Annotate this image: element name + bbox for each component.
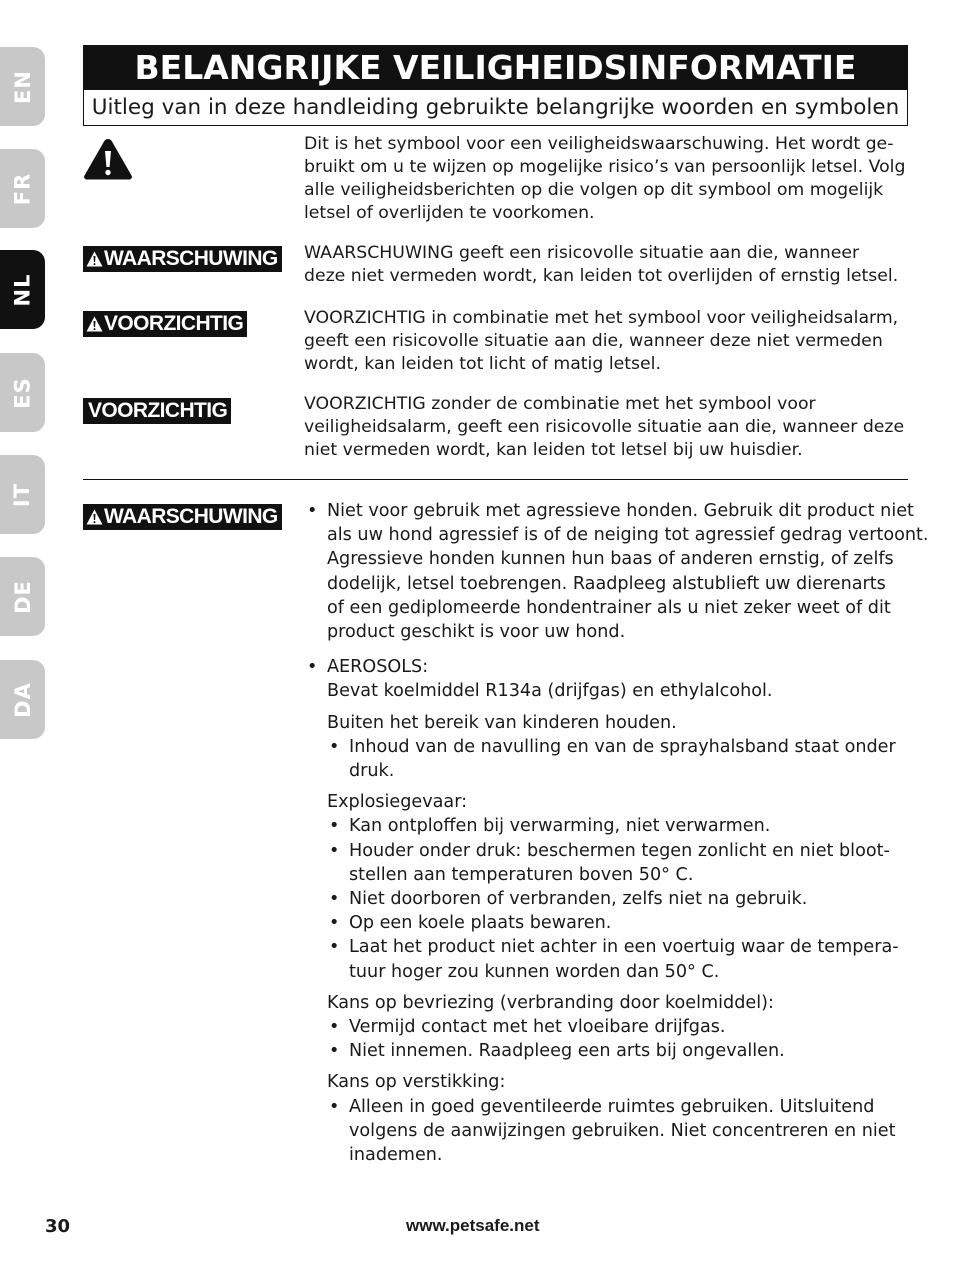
text-line: deze niet vermeden wordt, kan leiden tot overlijden of ernstig letsel. [304, 266, 899, 286]
waarschuwing-badge [83, 246, 282, 272]
text-line: stellen aan temperaturen boven 50° C. [349, 864, 694, 885]
sub-bullet-item: • Houder onder druk: beschermen tegen zonlicht en niet bloot- [305, 839, 905, 863]
text-line: Bevat koelmiddel R134a (drijfgas) en ethylalcohol. [327, 681, 773, 702]
subsection-title: Kans op verstikking: [327, 1072, 506, 1093]
sub-bullet-item: • Op een koele plaats bewaren. [305, 911, 905, 935]
warning-triangle-icon [86, 509, 103, 525]
sub-bullet-item: • Niet doorboren of verbranden, zelfs niet na gebruik. [305, 887, 905, 911]
sub-bullet-item: • Niet innemen. Raadpleeg een arts bij ongevallen. [305, 1039, 905, 1063]
section-divider [83, 479, 908, 480]
text-line: VOORZICHTIG in combinatie met het symbool voor veiligheidsalarm, [304, 308, 899, 328]
page-number: 30 [45, 1216, 71, 1237]
sub-bullet-item: • Vermijd contact met het vloeibare drijfgas. [305, 1015, 905, 1039]
warning-triangle-icon [83, 137, 133, 181]
page-title-bar [83, 45, 908, 89]
lang-tab-label: DA [10, 681, 35, 718]
text-line: VOORZICHTIG zonder de combinatie met het symbool voor [304, 394, 816, 414]
subsection-title: Explosiegevaar: [327, 792, 468, 813]
text-line: tuur hoger zou kunnen worden dan 50° C. [349, 961, 720, 982]
page-subtitle: Uitleg van in deze handleiding gebruikte belangrijke woorden en symbolen [91, 95, 900, 120]
subtitle-box [83, 89, 908, 126]
waarschuwing-definition [304, 242, 904, 288]
website-link[interactable]: www.petsafe.net [406, 1216, 540, 1235]
lang-tab-it[interactable] [0, 455, 45, 534]
voorzichtig-plain-badge [83, 398, 231, 424]
lang-tab-label: EN [10, 69, 35, 104]
badge-label: WAARSCHUWING [104, 247, 278, 270]
text-line: als uw hond agressief is of de neiging tot agressief gedrag vertoont. [327, 525, 929, 546]
bullet-item: • Niet voor gebruik met agressieve honden. Gebruik dit product niet [305, 499, 905, 523]
lang-tab-en[interactable] [0, 47, 45, 126]
voorzichtig-badge [83, 311, 247, 337]
text-line: druk. [349, 761, 395, 782]
text-line: WAARSCHUWING geeft een risicovolle situatie aan die, wanneer [304, 243, 860, 263]
sub-bullet-item: • Alleen in goed geventileerde ruimtes gebruiken. Uitsluitend [305, 1095, 905, 1119]
text-line: niet vermeden wordt, kan leiden tot letsel bij uw huisdier. [304, 440, 803, 460]
waarschuwing-badge [83, 504, 282, 530]
text-line: bruikt om u te wijzen op mogelijke risico’s van persoonlijk letsel. Volg [304, 157, 906, 177]
sub-bullet-item: • Inhoud van de navulling en van de sprayhalsband staat onder [305, 735, 905, 759]
text-line: Agressieve honden kunnen hun baas of anderen ernstig, of zelfs [327, 549, 894, 570]
warning-triangle-icon [86, 251, 103, 267]
lang-tab-label: FR [10, 172, 35, 205]
badge-label: VOORZICHTIG [104, 312, 244, 335]
lang-tab-nl[interactable] [0, 250, 45, 329]
sub-bullet-item: • Kan ontploffen bij verwarming, niet verwarmen. [305, 814, 905, 838]
lang-tab-de[interactable] [0, 557, 45, 636]
lang-tab-label: DE [10, 579, 35, 614]
text-line: Buiten het bereik van kinderen houden. [327, 712, 677, 733]
voorzichtig-plain-definition [304, 393, 904, 462]
lang-tab-fr[interactable] [0, 149, 45, 228]
text-line: Dit is het symbool voor een veiligheidswaarschuwing. Het wordt ge- [304, 134, 894, 154]
text-line: wordt, kan leiden tot licht of matig letsel. [304, 354, 661, 374]
text-line: product geschikt is voor uw hond. [327, 622, 626, 643]
text-line: volgens de aanwijzingen gebruiken. Niet concentreren en niet [349, 1120, 896, 1141]
sub-bullet-item: • Laat het product niet achter in een voertuig waar de tempera- [305, 935, 905, 959]
warning-triangle-icon [86, 316, 103, 332]
lang-tab-label: IT [10, 482, 35, 507]
text-line: geeft een risicovolle situatie aan die, wanneer deze niet vermeden [304, 331, 883, 351]
page-title: BELANGRIJKE VEILIGHEIDSINFORMATIE [134, 47, 857, 87]
symbol-definition [304, 133, 904, 225]
text-line: dodelijk, letsel toebrengen. Raadpleeg alstublieft uw dierenarts [327, 573, 886, 594]
lang-tab-da[interactable] [0, 660, 45, 739]
text-line: of een gediplomeerde hondentrainer als u niet zeker weet of dit [327, 597, 891, 618]
lang-tab-es[interactable] [0, 353, 45, 432]
text-line: alle veiligheidsberichten op die volgen op dit symbool om mogelijk [304, 180, 884, 200]
warning-body [305, 499, 929, 1167]
text-line: inademen. [349, 1145, 443, 1166]
badge-label: VOORZICHTIG [88, 399, 228, 422]
voorzichtig-definition [304, 307, 904, 376]
text-line: veiligheidsalarm, geeft een risicovolle situatie aan die, wanneer deze [304, 417, 905, 437]
badge-label: WAARSCHUWING [104, 505, 278, 528]
text-line: letsel of overlijden te voorkomen. [304, 203, 595, 223]
lang-tab-label: NL [10, 273, 35, 306]
subsection-title: Kans op bevriezing (verbranding door koelmiddel): [327, 992, 774, 1013]
bullet-item: • AEROSOLS: [305, 655, 905, 679]
lang-tab-label: ES [10, 376, 35, 409]
